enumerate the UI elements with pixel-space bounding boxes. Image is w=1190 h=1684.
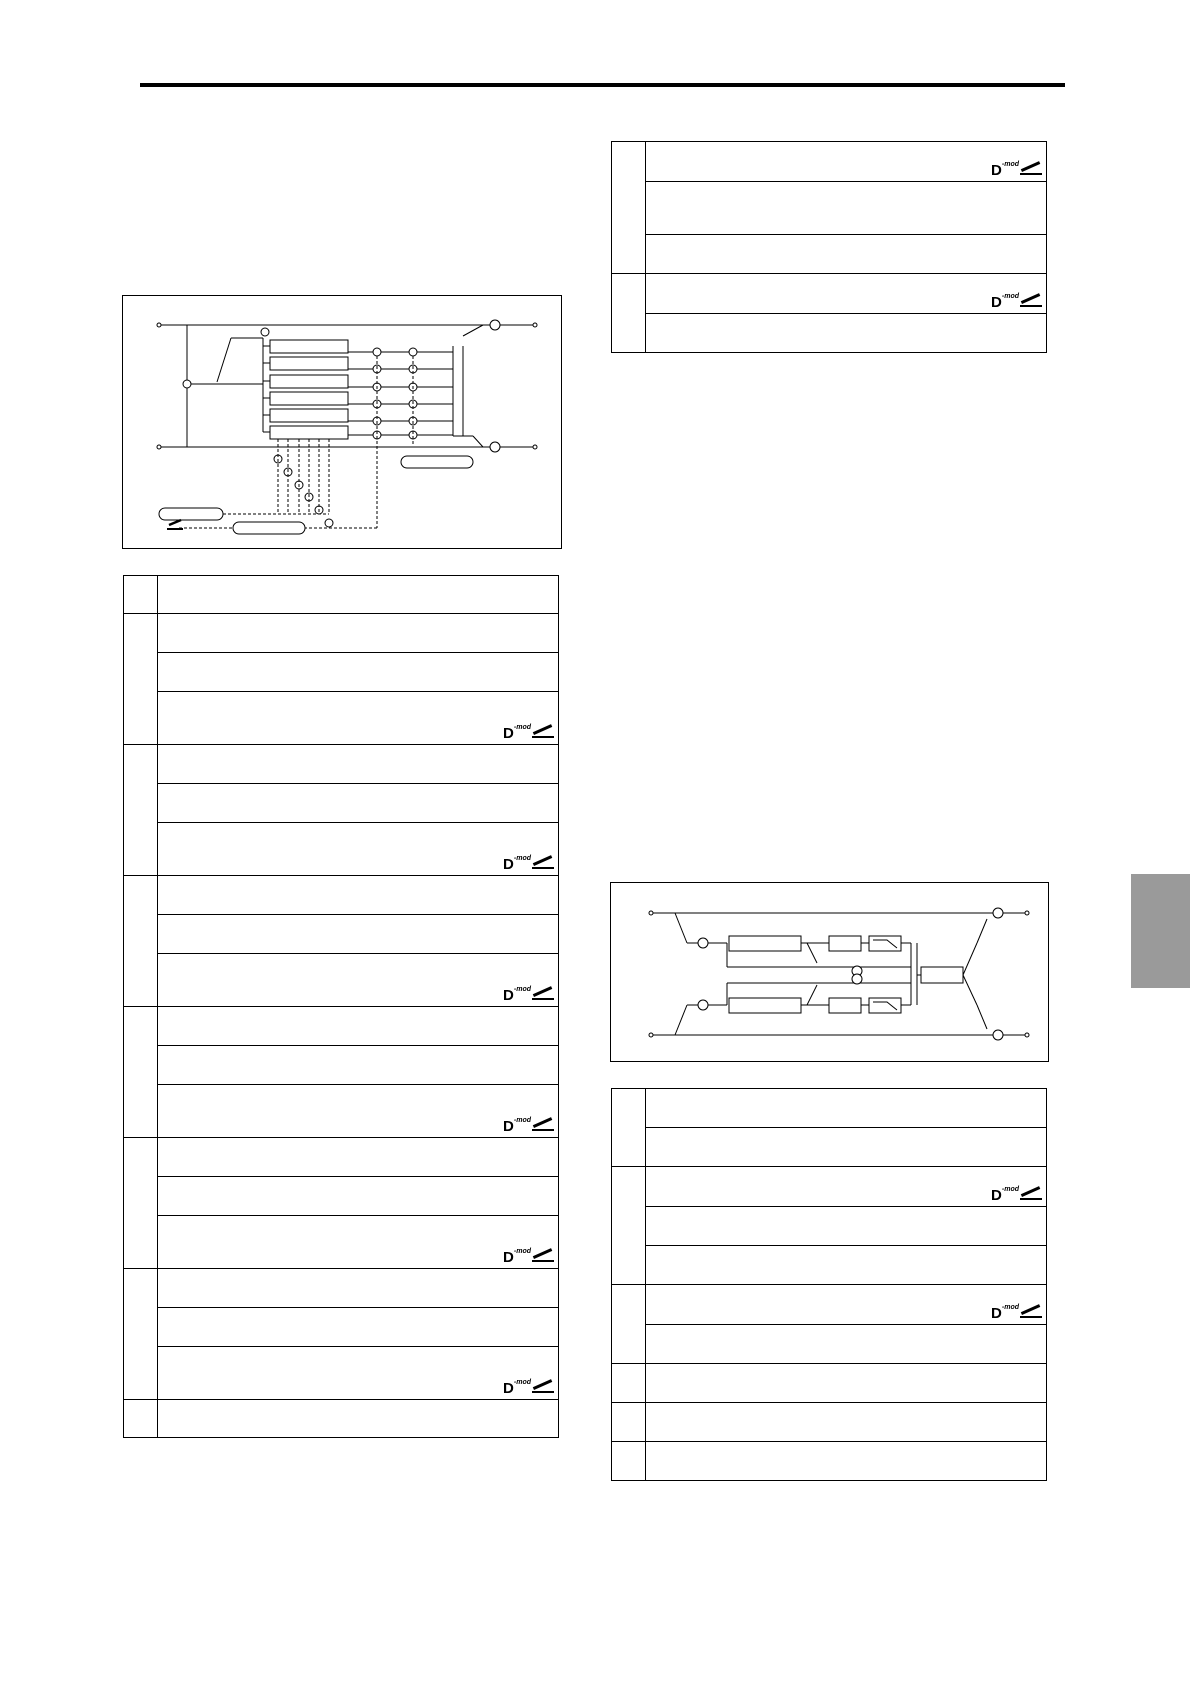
block-diagram-svg [611,883,1048,1061]
pedal-icon [532,990,554,1000]
dmod-icon [503,1378,554,1396]
param-row [158,1177,559,1216]
param-row [646,1128,1047,1167]
param-row [646,182,1047,235]
param-row [158,1308,559,1347]
param-row [646,1403,1047,1442]
dmod-letter: D [991,294,1002,311]
dmod-letter: D [503,987,514,1004]
param-number [612,142,646,274]
pedal-icon [1020,297,1042,307]
dmod-suffix: -mod [513,1117,531,1124]
param-number [124,1400,158,1438]
param-number [612,1089,646,1167]
param-row [646,314,1047,353]
param-number [124,614,158,745]
param-row [158,1400,559,1438]
param-row [646,274,1047,314]
param-number [124,876,158,1007]
param-row [158,692,559,745]
dmod-icon [503,723,554,741]
left-parameter-table [123,575,559,1438]
param-number [124,1007,158,1138]
pedal-icon [532,1121,554,1131]
dmod-letter: D [503,725,514,742]
delay-tap-boxes [270,340,348,439]
pedal-icon [532,728,554,738]
param-row [646,1364,1047,1403]
param-number [612,1403,646,1442]
dmod-icon [991,292,1042,310]
dmod-letter: D [991,162,1002,179]
param-row [158,1085,559,1138]
pedal-icon [532,1252,554,1262]
param-row [158,784,559,823]
param-row [158,1269,559,1308]
param-row [158,1138,559,1177]
dmod-letter: D [503,856,514,873]
param-row [158,576,559,614]
param-number [612,1442,646,1481]
block-diagram-svg [123,296,561,548]
param-row [158,1216,559,1269]
param-row [646,1246,1047,1285]
param-number [124,1269,158,1400]
dmod-icon [503,854,554,872]
dmod-icon [991,160,1042,178]
pedal-icon [1020,1308,1042,1318]
param-row [158,745,559,784]
dmod-suffix: -mod [513,1379,531,1386]
pedal-icon [532,1383,554,1393]
dmod-suffix: -mod [1001,293,1019,300]
dmod-letter: D [503,1118,514,1135]
dmod-letter: D [991,1305,1002,1322]
pedal-icon [1020,1190,1042,1200]
param-number [612,1167,646,1285]
param-row [646,1285,1047,1325]
dmod-suffix: -mod [513,986,531,993]
pedal-icon [1020,165,1042,175]
param-row [646,1089,1047,1128]
param-row [646,1442,1047,1481]
dmod-icon [503,1247,554,1265]
dmod-icon [503,985,554,1003]
param-row [646,142,1047,182]
label-boxes [159,456,473,534]
dmod-suffix: -mod [513,724,531,731]
dmod-suffix: -mod [1001,161,1019,168]
stereo-filter-delay-block-diagram [610,882,1049,1062]
param-row [646,1325,1047,1364]
processing-blocks [729,936,963,1013]
param-row [646,1167,1047,1207]
section-thumb-tab [1131,874,1190,988]
multitap-delay-block-diagram [122,295,562,549]
param-number [612,274,646,353]
param-number [612,1364,646,1403]
param-row [158,1347,559,1400]
dmod-suffix: -mod [1001,1304,1019,1311]
dmod-letter: D [503,1249,514,1266]
param-row [158,1007,559,1046]
right-top-parameter-table [611,141,1047,353]
param-row [158,614,559,653]
dmod-suffix: -mod [513,855,531,862]
param-row [158,1046,559,1085]
dmod-icon [991,1185,1042,1203]
param-row [158,954,559,1007]
param-number [124,576,158,614]
param-row [646,1207,1047,1246]
param-row [158,876,559,915]
param-row [158,823,559,876]
pedal-icon [167,520,183,530]
right-bottom-parameter-table [611,1088,1047,1481]
dmod-icon [991,1303,1042,1321]
dmod-icon [503,1116,554,1134]
param-row [158,653,559,692]
pedal-icon [532,859,554,869]
dmod-suffix: -mod [1001,1186,1019,1193]
param-row [158,915,559,954]
header-rule [140,83,1065,87]
param-row [646,235,1047,274]
signal-lines [649,911,1029,1037]
dmod-suffix: -mod [513,1248,531,1255]
param-number [124,745,158,876]
dmod-letter: D [503,1380,514,1397]
dmod-letter: D [991,1187,1002,1204]
param-number [612,1285,646,1364]
param-number [124,1138,158,1269]
